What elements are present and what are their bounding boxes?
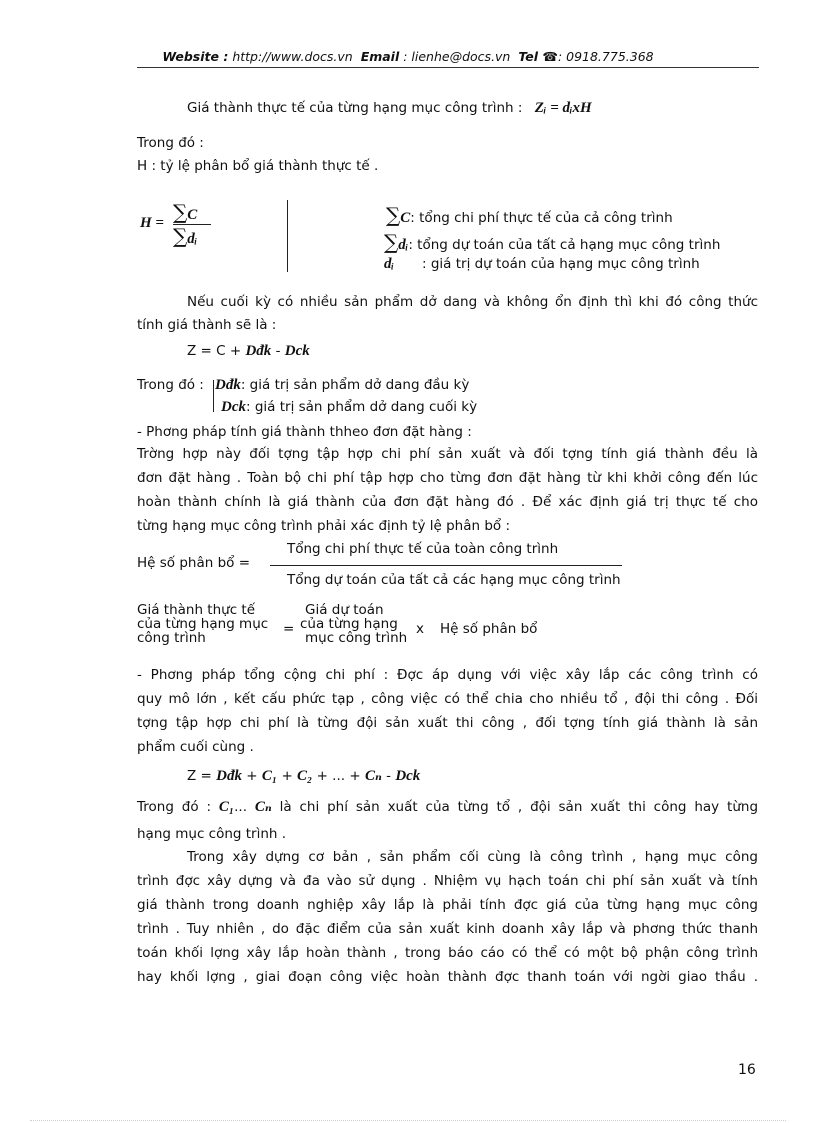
calc-times: x xyxy=(416,621,424,637)
h-den-sym: dᵢ xyxy=(187,231,198,247)
def-sym: C xyxy=(400,210,411,226)
zi-formula: Zᵢ = dᵢxH xyxy=(534,100,592,116)
trong-do-3-line2: hạng mục công trình . xyxy=(137,826,287,842)
para3-line: tợng tập hợp chi phí là từng đội sản xuất thi công , đối tợng tính giá thành là sản xyxy=(137,715,758,731)
calc-right: Hệ số phân bổ xyxy=(440,621,538,637)
c1-sym: C₁ xyxy=(218,799,235,815)
formula-z2 xyxy=(187,766,420,785)
z2-minus: - xyxy=(386,768,392,784)
def-text: : tổng chi phí thực tế của cả công trình xyxy=(410,210,673,226)
dck-definition xyxy=(221,399,477,416)
z1-ddk: Dđk xyxy=(245,343,272,359)
ratio-denominator: Tổng dự toán của tất cả các hạng mục công trình xyxy=(287,572,621,588)
para1-line: tính giá thành sẽ là : xyxy=(137,317,277,333)
def-sum-di xyxy=(384,230,720,254)
ddk-definition xyxy=(215,377,469,394)
trong-do-2: Trong đó : xyxy=(137,377,204,393)
email-label: Email xyxy=(360,49,400,64)
def-text: : tổng dự toán của tất cả hạng mục công trình xyxy=(408,237,721,253)
website-label: Website : xyxy=(162,49,229,64)
page-header xyxy=(0,49,816,64)
z2-ellipsis: + ... + xyxy=(316,768,361,784)
para1-line: Nếu cuối kỳ có nhiều sản phẩm dở dang và không ổn định thì khi đó công thức xyxy=(187,294,758,310)
para3-line: phẩm cuối cùng . xyxy=(137,739,254,755)
dck-text: : giá trị sản phẩm dở dang cuối kỳ xyxy=(246,399,478,415)
calc-mid-line: của từng hạng xyxy=(300,616,398,632)
sigma-symbol: ∑ xyxy=(386,203,401,227)
def-di xyxy=(384,256,700,273)
page-number: 16 xyxy=(738,1062,756,1078)
ratio-label: Hệ số phân bổ = xyxy=(137,555,251,571)
header-rule xyxy=(137,67,759,68)
ddk-text: : giá trị sản phẩm dở dang đầu kỳ xyxy=(240,377,470,393)
para3-line: quy mô lớn , kết cấu phức tạp , công việc có thể chia cho nhiều tổ , đội thi công . Đối xyxy=(137,691,758,707)
sigma-symbol: ∑ xyxy=(384,230,399,254)
z1-dck: Dck xyxy=(284,343,310,359)
para2-line: hoàn thành chính là giá thành của đơn đặt hàng đó . Để xác định giá trị thực tế cho xyxy=(137,494,758,510)
website-link[interactable]: http://www.docs.vn xyxy=(228,49,357,64)
para3-line: - Phơng pháp tổng cộng chi phí : Đợc áp dụng với việc xây lắp các công trình có xyxy=(137,667,758,683)
z2-c1: C₁ xyxy=(261,768,278,784)
z1-a: Z = C + xyxy=(187,343,242,359)
cn-sym: Cₙ xyxy=(254,799,272,815)
para4-line: Trong xây dựng cơ bản , sản phẩm cối cùng là công trình , hạng mục công xyxy=(187,849,758,865)
z2-a: Z = xyxy=(187,768,212,784)
email-link[interactable]: : lienhe@docs.vn xyxy=(399,49,515,64)
bracket-line xyxy=(213,380,214,412)
trong-do-3-text: là chi phí sản xuất của từng tổ , đội sản xuất thi công hay từng xyxy=(279,799,759,815)
trong-do-1: Trong đó : xyxy=(137,135,204,151)
calc-mid-line: mục công trình xyxy=(305,630,408,646)
calc-left-line: Giá thành thực tế xyxy=(137,602,256,618)
z2-dck: Dck xyxy=(395,768,421,784)
para4-line: giá thành trong doanh nghiệp xây lắp là phải tính đợc giá của từng hạng mục công xyxy=(137,897,758,913)
calc-left xyxy=(137,603,268,645)
zi-line xyxy=(187,100,592,117)
def-sym: dᵢ xyxy=(398,237,409,253)
calc-left-line: công trình xyxy=(137,630,206,646)
para2-line: từng hạng mục công trình phải xác định tỷ lệ phân bổ : xyxy=(137,518,511,534)
method1-heading: - Phơng pháp tính giá thành thheo đơn đặt hàng : xyxy=(137,424,472,440)
trong-do-3-label: Trong đó : xyxy=(137,799,212,815)
para4-line: hay khối lợng , giai đoạn công việc hoàn thành đợc thanh toán với ngời giao thầu . xyxy=(137,969,758,985)
para4-line: trình đợc xây dựng và đa vào sử dụng . Nhiệm vụ hạch toán chi phí sản xuất và tính xyxy=(137,873,758,889)
dck-sym: Dck xyxy=(221,399,246,415)
para4-line: trình . Tuy nhiên , do đặc điểm của sản xuất kinh doanh xây lắp và phơng thức thanh xyxy=(137,921,758,937)
sigma-symbol: ∑ xyxy=(173,200,188,224)
z1-minus: - xyxy=(275,343,281,359)
h-formula-num xyxy=(173,200,197,224)
h-formula-den xyxy=(173,224,197,248)
z2-plus: + xyxy=(281,768,293,784)
h-formula-lhs: H = xyxy=(140,215,164,231)
divider-line xyxy=(287,200,288,272)
footer-dotted-line xyxy=(30,1120,786,1121)
calc-mid-line: Giá dự toán xyxy=(305,602,384,618)
z2-plus: + xyxy=(246,768,258,784)
def-sum-c xyxy=(386,203,673,227)
para4-line: toán khối lợng xây lắp hoàn thành , trong báo cáo có thể có một bộ phận công trình xyxy=(137,945,758,961)
zi-text: Giá thành thực tế của từng hạng mục công trình : xyxy=(187,100,523,116)
ratio-fraction-bar xyxy=(270,565,622,566)
def-text: : giá trị dự toán của hạng mục công trình xyxy=(422,256,700,272)
z2-cn: Cₙ xyxy=(364,768,382,784)
calc-left-line: của từng hạng mục xyxy=(137,616,269,632)
para2-line: Trờng hợp này đối tợng tập hợp chi phí sản xuất và đối tợng tính giá thành đều là xyxy=(137,446,758,462)
phone-number: : 0918.775.368 xyxy=(557,49,654,64)
calc-equals: = xyxy=(283,621,295,637)
calc-mid xyxy=(300,603,407,645)
sigma-symbol: ∑ xyxy=(173,224,188,248)
para2-line: đơn đặt hàng . Toàn bộ chi phí tập hợp cho từng đơn đặt hàng từ khi khởi công đến lúc xyxy=(137,470,758,486)
dots: ... xyxy=(234,799,247,815)
formula-z1 xyxy=(187,343,310,360)
def-sym: dᵢ xyxy=(384,256,395,272)
z2-c2: C₂ xyxy=(297,768,313,784)
h-num-sym: C xyxy=(187,207,198,223)
ratio-numerator: Tổng chi phí thực tế của toàn công trình xyxy=(287,541,559,557)
h-definition: H : tỷ lệ phân bổ giá thành thực tế . xyxy=(137,158,379,174)
phone-label: Tel ☎ xyxy=(518,49,558,64)
ddk-sym: Dđk xyxy=(215,377,241,393)
z2-ddk: Dđk xyxy=(216,768,242,784)
trong-do-3-line xyxy=(137,797,758,816)
